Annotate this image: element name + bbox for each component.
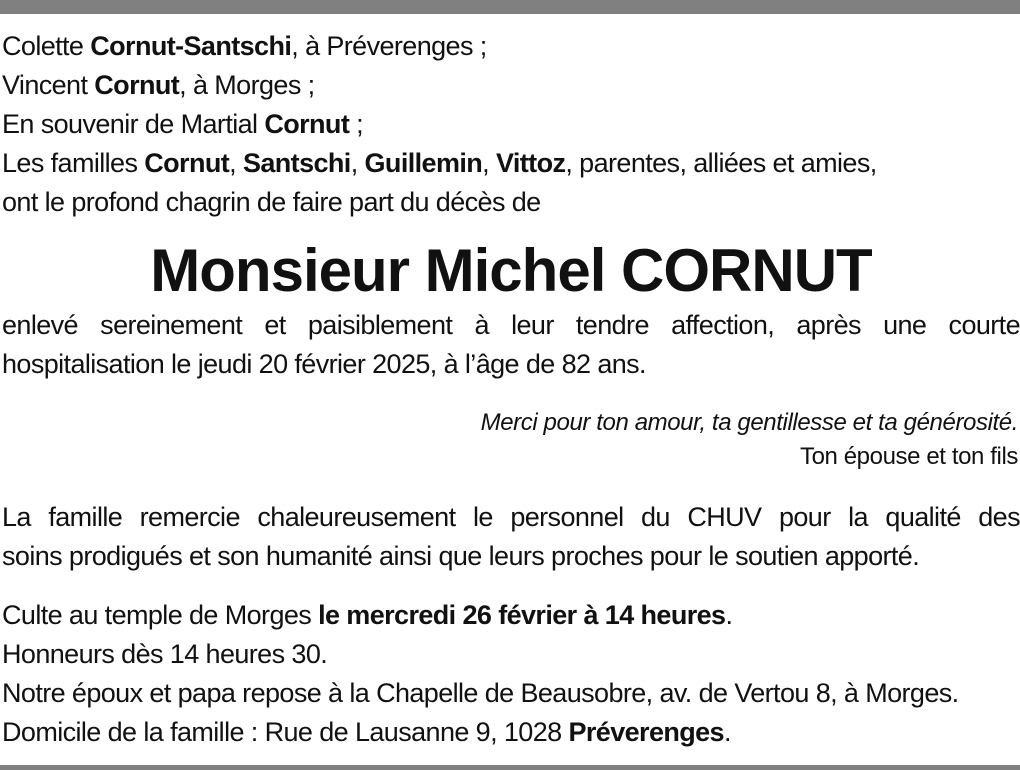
family-name: Cornut xyxy=(264,109,350,139)
text-segment: . xyxy=(723,717,731,747)
paragraph-line: soins prodigués et son humanité ainsi que leurs proches pour le soutien apporté. xyxy=(2,541,920,571)
paragraph-line: hospitalisation le jeudi 20 février 2025, à l’âge de 82 ans. xyxy=(2,349,646,379)
service-line xyxy=(2,713,1020,752)
service-line xyxy=(2,635,1020,674)
family-announcement xyxy=(2,27,1020,222)
service-line xyxy=(2,596,1020,635)
memorial-quote xyxy=(2,406,1020,474)
service-details xyxy=(2,596,1020,752)
text-segment: Les familles xyxy=(2,148,145,178)
text-segment: Notre époux et papa repose à la Chapelle de Beausobre, av. de Vertou 8, à Morges. xyxy=(2,678,959,708)
text-segment: ont le profond chagrin de faire part du décès de xyxy=(2,187,541,217)
text-segment: En souvenir de Martial xyxy=(2,109,265,139)
text-segment: , à Préverenges ; xyxy=(291,31,487,61)
family-line xyxy=(2,105,1020,144)
text-segment: . xyxy=(725,600,733,630)
family-line xyxy=(2,144,1020,183)
family-name: Cornut-Santschi xyxy=(90,31,292,61)
text-segment: Domicile de la famille : Rue de Lausanne 9, 1028 xyxy=(2,717,569,747)
service-datetime: le mercredi 26 février à 14 heures xyxy=(318,600,726,630)
family-name: Vittoz xyxy=(495,148,566,178)
text-segment: , xyxy=(482,148,496,178)
family-name: Santschi xyxy=(242,148,351,178)
family-line xyxy=(2,27,1020,66)
family-name: Guillemin xyxy=(364,148,483,178)
text-segment: ; xyxy=(349,109,364,139)
quote-signature: Ton épouse et ton fils xyxy=(799,443,1018,470)
quote-text: Merci pour ton amour, ta gentillesse et ta générosité. xyxy=(480,409,1018,436)
thanks-paragraph xyxy=(2,498,1020,576)
bottom-divider xyxy=(0,765,1020,770)
paragraph-line: La famille remercie chaleureusement le personnel du CHUV pour la qualité des xyxy=(2,502,1020,532)
text-segment: , xyxy=(229,148,243,178)
obituary-notice xyxy=(2,27,1020,752)
family-line xyxy=(2,183,1020,222)
text-segment: Vincent xyxy=(2,70,95,100)
text-segment: Honneurs dès 14 heures 30. xyxy=(2,639,328,669)
family-name: Cornut xyxy=(144,148,230,178)
text-segment: , à Morges ; xyxy=(179,70,315,100)
paragraph-line: enlevé sereinement et paisiblement à leur tendre affection, après une courte xyxy=(2,310,1020,340)
top-divider xyxy=(0,0,1020,14)
death-notice-paragraph xyxy=(2,306,1020,384)
family-name: Cornut xyxy=(94,70,180,100)
text-segment: , parentes, alliées et amies, xyxy=(565,148,877,178)
text-segment: , xyxy=(350,148,365,178)
deceased-name: Monsieur Michel CORNUT xyxy=(150,237,872,304)
text-segment: Colette xyxy=(2,31,91,61)
family-domicile: Préverenges xyxy=(568,717,724,747)
family-line xyxy=(2,66,1020,105)
service-line xyxy=(2,674,1020,713)
text-segment: Culte au temple de Morges xyxy=(2,600,319,630)
